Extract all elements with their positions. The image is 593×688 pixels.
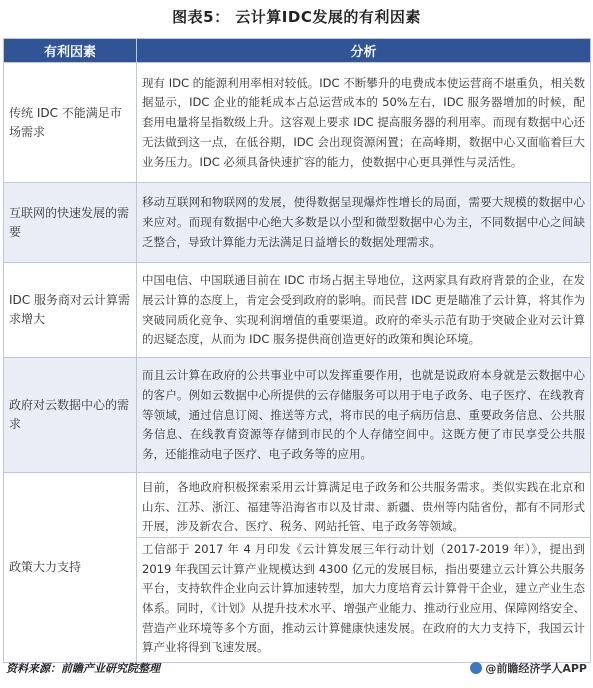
page-title: 图表5： 云计算IDC发展的有利因素 — [172, 8, 421, 26]
source-note: 资料来源：前瞻产业研究院整理 — [6, 662, 160, 675]
analysis-text: 工信部于 2017 年 4 月印发《云计算发展三年行动计划（2017-2019 年）》，提出到 2019 年我国云计算产业规模达到 4300 亿元的发展目标，指出要建立云计算公共服务平台，支持软件企业向云计算加速转型，加大力度培育云计算骨干企业，建立产业生态体系。同时，《计划》从提升技术水平、增强产业能力、推动行业应用、保障网络安全、营造产业环境等多个方面，推动云计算健康快速发展。在政府的大力支持下，我国云计算产业将得到飞速发展。 — [137, 537, 590, 658]
table-row — [4, 358, 591, 473]
brand-logo-icon — [470, 662, 482, 674]
analysis-cell — [137, 473, 591, 663]
analysis-cell — [137, 263, 591, 358]
column-header-analysis: 分析 — [137, 39, 591, 63]
factor-cell: IDC 服务商对云计算需求增大 — [4, 263, 137, 358]
table-row — [4, 63, 591, 183]
factors-table — [3, 38, 591, 663]
table-row — [4, 183, 591, 263]
table-row — [4, 473, 591, 663]
brand-label — [470, 657, 587, 681]
analysis-text: 目前，各地政府积极探索采用云计算满足电子政务和公共服务需求。类似实践在北京和山东、江苏、浙江、福建等沿海省市以及甘肃、新疆、贵州等内陆省份，都有不同形式开展，涉及新农合、医疗、税务、网站托管、电子政务等领域。 — [142, 479, 585, 534]
analysis-cell — [137, 63, 591, 183]
table-row — [4, 263, 591, 358]
footer — [0, 657, 593, 681]
analysis-text: 现有 IDC 的能源利用率相对较低。IDC 不断攀升的电费成本使运营商不堪重负，相关数据显示，IDC 企业的能耗成本占总运营成本的 50%左右，IDC 服务器增加的时候，配套用电量将呈指数级上升。这容观上要求 IDC 提高服务器的利用率。而现有数据中心还无法做到这一点，在低谷期，IDC 会出现资源闲置；在高峰期，数据中心又面临着巨大业务压力。IDC 必须具备快速扩容的能力，使数据中心更具弹性与灵活性。 — [142, 75, 585, 169]
factor-cell: 传统 IDC 不能满足市场需求 — [4, 63, 137, 183]
factor-cell: 互联网的快速发展的需要 — [4, 183, 137, 263]
factor-cell: 政府对云数据中心的需求 — [4, 358, 137, 473]
analysis-cell — [137, 358, 591, 473]
brand-text: @前瞻经济学人APP — [485, 662, 587, 675]
analysis-text: 移动互联网和物联网的发展，使得数据呈现爆炸性增长的局面，需要大规模的数据中心来应对。而现有数据中心绝大多数是以小型和微型数据中心为主，不同数据中心之间缺乏整合，导致计算能力无法满足日益增长的数据处理需求。 — [142, 195, 585, 249]
analysis-text: 中国电信、中国联通目前在 IDC 市场占据主导地位，这两家具有政府背景的企业，在发展云计算的态度上，肯定会受到政府的影响。而民营 IDC 更是瞄准了云计算，将其作为突破同质化竞争、实现利润增值的重要渠道。政府的牵头示范有助于突破企业对云计算的迟疑态度，从而为 IDC 服务提供商创造更好的政策和舆论环境。 — [142, 273, 585, 347]
analysis-text: 而且云计算在政府的公共事业中可以发挥重要作用，也就是说政府本身就是云数据中心的客户。例如云数据中心所提供的云存储服务可以用于电子政务、电子医疗、在线教育等领域，通过信息订阅、推送等方式，将市民的电子病历信息、重要政务信息、公共服务信息、在线教育资源等存储到市民的个人存储空间中。这既方便了市民享受公共服务，还能推动电子医疗、电子政务等的应用。 — [142, 368, 585, 462]
column-header-factor: 有利因素 — [4, 39, 137, 63]
analysis-cell — [137, 183, 591, 263]
factor-cell: 政策大力支持 — [4, 473, 137, 663]
table-header-row — [4, 39, 591, 63]
